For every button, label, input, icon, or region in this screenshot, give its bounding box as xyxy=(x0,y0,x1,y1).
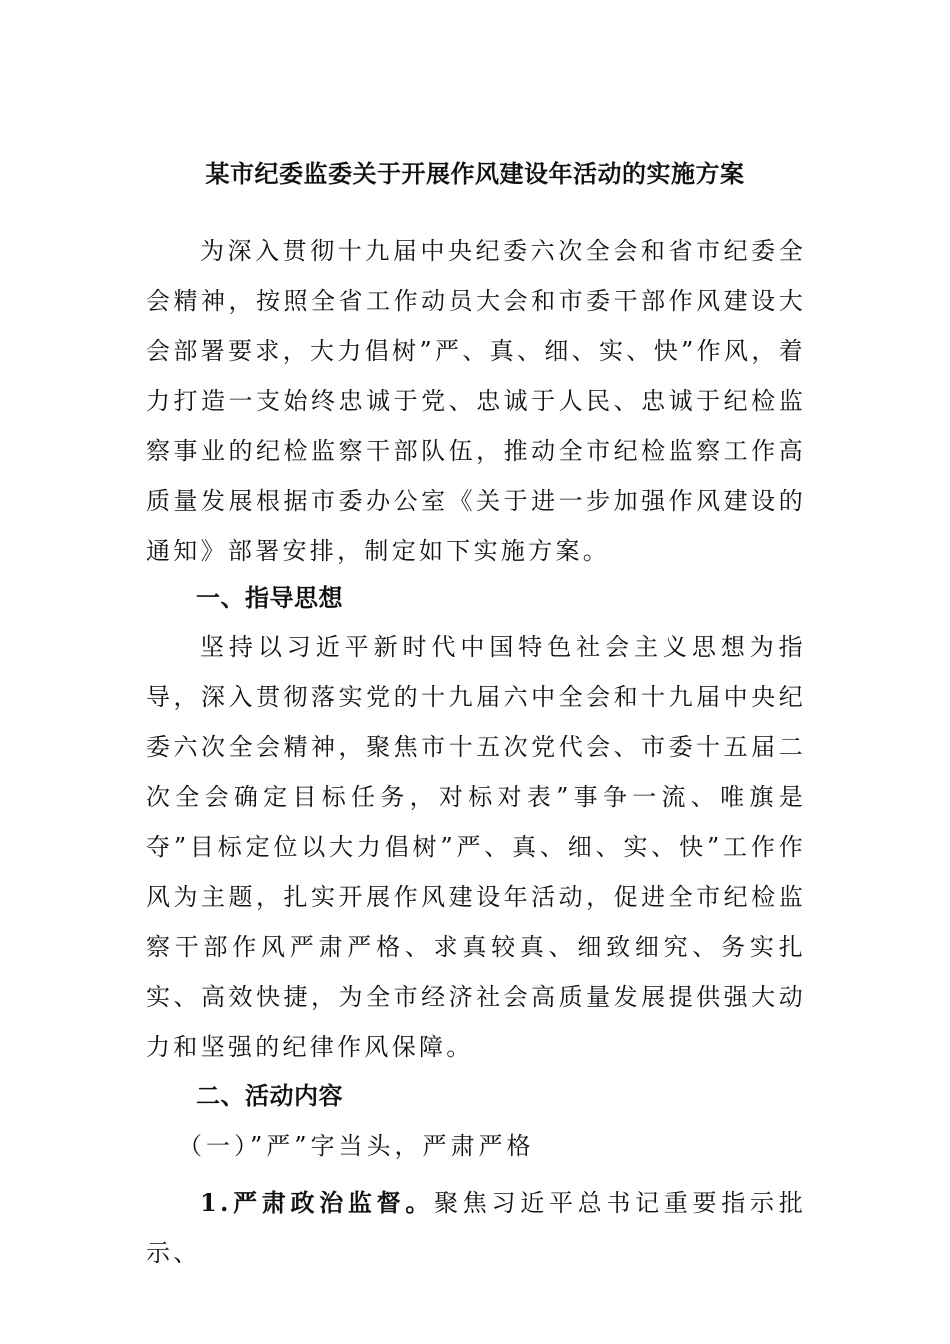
item-text: 聚焦习近平总书记重要指示批示、 xyxy=(146,1189,806,1267)
item-lead: 1.严肃政治监督。 xyxy=(200,1188,435,1217)
guiding-thought-paragraph: 坚持以习近平新时代中国特色社会主义思想为指导，深入贯彻落实党的十九届六中全会和十九届中央纪委六次全会精神，聚焦市十五次党代会、市委十五届二次全会确定目标任务，对标对表”事争一流、唯旗是夺”目标定位以大力倡树”严、真、细、实、快”工作作风为主题，扎实开展作风建设年活动，促进全市纪检监察干部作风严肃严格、求真较真、细致细究、务实扎实、高效快捷，为全市经济社会高质量发展提供强大动力和坚强的纪律作风保障。 xyxy=(146,633,806,1061)
item-paragraph xyxy=(146,1178,806,1278)
section-heading-guiding-thought: 一、指导思想 xyxy=(196,584,343,612)
subsection-heading-strict: （一）”严”字当头，严肃严格 xyxy=(178,1132,535,1160)
document-title: 某市纪委监委关于开展作风建设年活动的实施方案 xyxy=(205,159,745,188)
section-heading-activity-content: 二、活动内容 xyxy=(196,1082,343,1110)
intro-paragraph: 为深入贯彻十九届中央纪委六次全会和省市纪委全会精神，按照全省工作动员大会和市委干部作风建设大会部署要求，大力倡树”严、真、细、实、快”作风，着力打造一支始终忠诚于党、忠诚于人民、忠诚于纪检监察事业的纪检监察干部队伍，推动全市纪检监察工作高质量发展根据市委办公室《关于进一步加强作风建设的通知》部署安排，制定如下实施方案。 xyxy=(146,237,806,565)
